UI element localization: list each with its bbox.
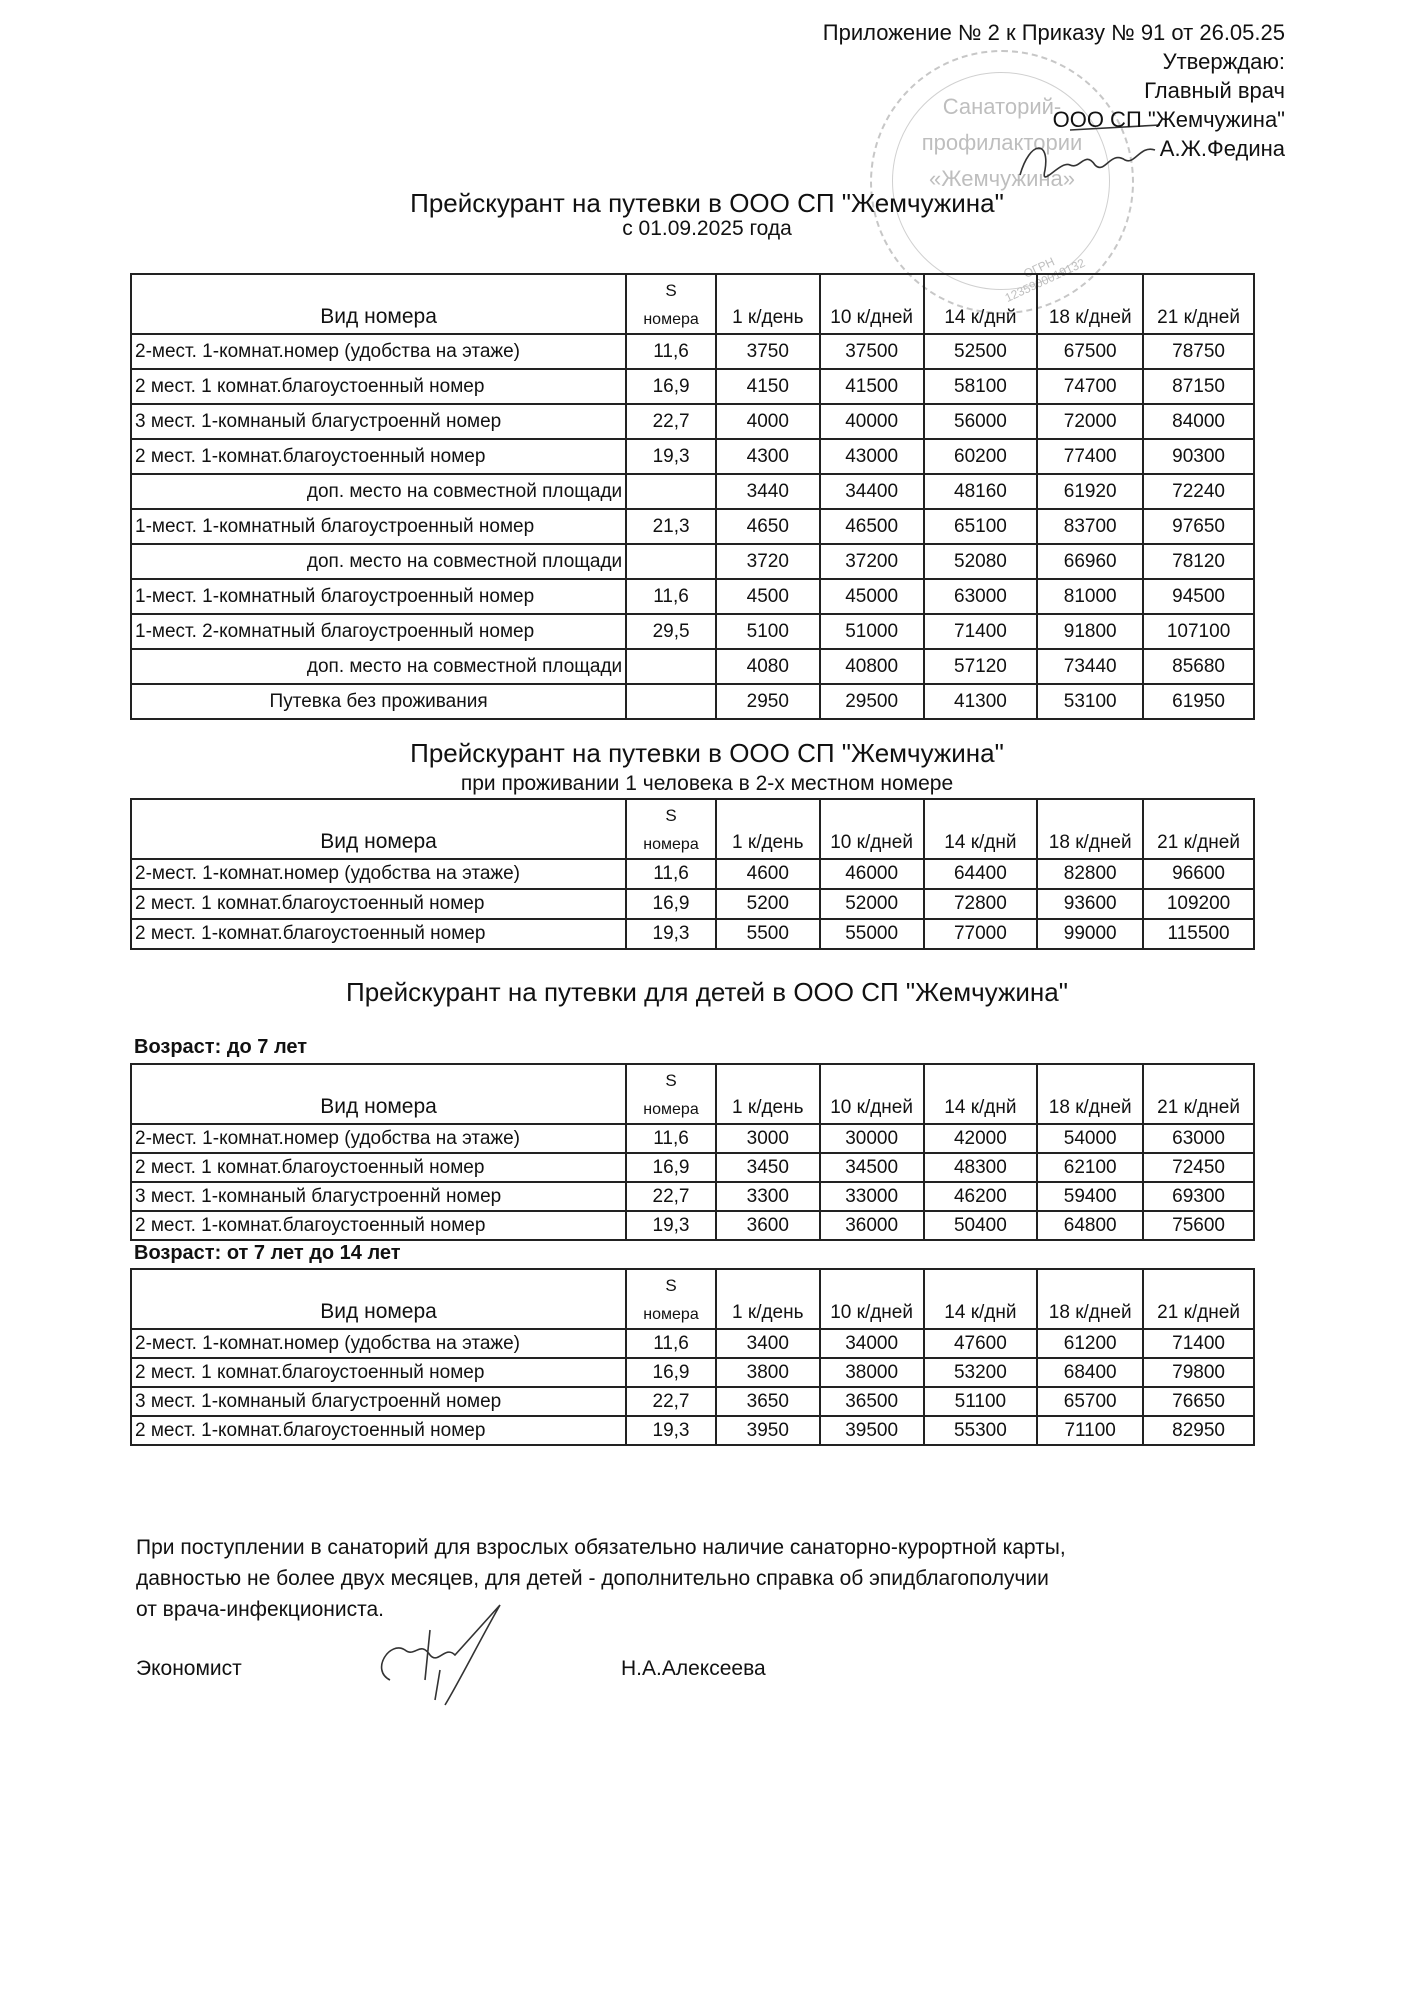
price-cell-d14: 46200: [924, 1182, 1038, 1211]
price-cell-d1: 2950: [716, 684, 820, 719]
price-cell-d21: 76650: [1143, 1387, 1254, 1416]
room-type-cell: 1-мест. 2-комнатный благоустроенный номер: [131, 614, 626, 649]
col-header-d18: 18 к/дней: [1037, 799, 1143, 859]
stamp-line: Санаторий-: [942, 94, 1062, 119]
price-cell-d21: 63000: [1143, 1124, 1254, 1153]
price-cell-d1: 4500: [716, 579, 820, 614]
price-cell-d1: 3600: [716, 1211, 820, 1240]
col-header-d10: 10 к/дней: [820, 799, 924, 859]
price-cell-d10: 38000: [820, 1358, 924, 1387]
price-cell-d18: 65700: [1037, 1387, 1143, 1416]
price-table-children-under-7: [130, 1063, 1255, 1241]
price-cell-d21: 96600: [1143, 859, 1254, 889]
price-cell-d10: 39500: [820, 1416, 924, 1445]
price-cell-d18: 54000: [1037, 1124, 1143, 1153]
price-cell-d10: 52000: [820, 889, 924, 919]
room-type-cell: доп. место на совместной площади: [131, 474, 626, 509]
section2-subtitle: при проживании 1 человека в 2-х местном номере: [460, 772, 954, 795]
area-cell: [626, 544, 716, 579]
header-row: [131, 799, 1254, 859]
price-cell-d21: 71400: [1143, 1329, 1254, 1358]
col-header-d21: 21 к/дней: [1143, 799, 1254, 859]
price-cell-d18: 68400: [1037, 1358, 1143, 1387]
price-cell-d21: 107100: [1143, 614, 1254, 649]
table-row: [131, 439, 1254, 474]
note-line: от врача-инфекциониста.: [136, 1598, 384, 1621]
price-cell-d14: 57120: [924, 649, 1038, 684]
price-cell-d21: 72450: [1143, 1153, 1254, 1182]
price-cell-d14: 41300: [924, 684, 1038, 719]
table-row: [131, 369, 1254, 404]
price-cell-d21: 78750: [1143, 334, 1254, 369]
price-table-single-occupancy: [130, 798, 1255, 950]
room-type-cell: 2-мест. 1-комнат.номер (удобства на этаже): [131, 334, 626, 369]
price-cell-d14: 60200: [924, 439, 1038, 474]
price-cell-d10: 46500: [820, 509, 924, 544]
area-cell: 22,7: [626, 1182, 716, 1211]
area-cell: 16,9: [626, 1358, 716, 1387]
col-header-area-symbol: S: [665, 1276, 677, 1295]
table-row: [131, 1153, 1254, 1182]
col-header-d14: 14 к/днй: [924, 1269, 1038, 1329]
table-row: [131, 1329, 1254, 1358]
price-cell-d18: 62100: [1037, 1153, 1143, 1182]
price-cell-d10: 37200: [820, 544, 924, 579]
room-type-cell: 2 мест. 1-комнат.благоустоенный номер: [131, 439, 626, 474]
price-cell-d14: 50400: [924, 1211, 1038, 1240]
room-type-cell: 1-мест. 1-комнатный благоустроенный номер: [131, 579, 626, 614]
price-cell-d18: 61200: [1037, 1329, 1143, 1358]
col-header-d10: 10 к/дней: [820, 1064, 924, 1124]
approver-name: А.Ж.Федина: [1159, 136, 1285, 161]
age-group-label: Возраст: до 7 лет: [134, 1036, 308, 1058]
room-type-cell: 3 мест. 1-комнаный благустроеннй номер: [131, 404, 626, 439]
admission-note: [136, 1532, 1286, 1625]
price-cell-d21: 84000: [1143, 404, 1254, 439]
table-row: [131, 544, 1254, 579]
room-type-cell: 2 мест. 1-комнат.благоустоенный номер: [131, 1211, 626, 1240]
price-cell-d14: 51100: [924, 1387, 1038, 1416]
price-cell-d10: 29500: [820, 684, 924, 719]
col-header-d18: 18 к/дней: [1037, 1064, 1143, 1124]
approval-block: [823, 18, 1285, 163]
price-cell-d18: 93600: [1037, 889, 1143, 919]
price-cell-d1: 3650: [716, 1387, 820, 1416]
room-type-cell: 3 мест. 1-комнаный благустроеннй номер: [131, 1182, 626, 1211]
price-cell-d1: 4150: [716, 369, 820, 404]
price-cell-d1: 5100: [716, 614, 820, 649]
area-cell: 11,6: [626, 579, 716, 614]
price-cell-d14: 63000: [924, 579, 1038, 614]
price-cell-d14: 72800: [924, 889, 1038, 919]
area-cell: 11,6: [626, 1329, 716, 1358]
price-cell-d21: 90300: [1143, 439, 1254, 474]
col-header-area: [626, 1269, 716, 1329]
price-cell-d21: 85680: [1143, 649, 1254, 684]
price-cell-d10: 36500: [820, 1387, 924, 1416]
room-type-cell: 2-мест. 1-комнат.номер (удобства на этаже): [131, 1329, 626, 1358]
table-row: [131, 404, 1254, 439]
price-cell-d1: 3440: [716, 474, 820, 509]
col-header-d14: 14 к/днй: [924, 1064, 1038, 1124]
col-header-area: [626, 274, 716, 334]
section1-subtitle: с 01.09.2025 года: [622, 217, 792, 240]
area-cell: 19,3: [626, 919, 716, 949]
room-type-cell: 3 мест. 1-комнаный благустроеннй номер: [131, 1387, 626, 1416]
price-cell-d1: 3750: [716, 334, 820, 369]
area-cell: 22,7: [626, 1387, 716, 1416]
price-cell-d18: 99000: [1037, 919, 1143, 949]
price-cell-d18: 66960: [1037, 544, 1143, 579]
col-header-d21: 21 к/дней: [1143, 1269, 1254, 1329]
room-type-cell: 2 мест. 1 комнат.благоустоенный номер: [131, 1358, 626, 1387]
economist-signature: [360, 1600, 530, 1710]
stamp-line: профилактории: [921, 130, 1083, 155]
price-cell-d21: 87150: [1143, 369, 1254, 404]
table-row: [131, 1124, 1254, 1153]
table-row: [131, 474, 1254, 509]
price-cell-d10: 34000: [820, 1329, 924, 1358]
price-cell-d1: 3720: [716, 544, 820, 579]
price-cell-d14: 77000: [924, 919, 1038, 949]
area-cell: 11,6: [626, 859, 716, 889]
room-type-cell: 2 мест. 1 комнат.благоустоенный номер: [131, 369, 626, 404]
col-header-area-label: номера: [643, 836, 699, 853]
economist-role: Экономист: [136, 1657, 242, 1680]
price-cell-d10: 34500: [820, 1153, 924, 1182]
price-cell-d14: 55300: [924, 1416, 1038, 1445]
col-header-d14: 14 к/днй: [924, 274, 1038, 334]
price-cell-d1: 5200: [716, 889, 820, 919]
price-cell-d1: 4650: [716, 509, 820, 544]
price-cell-d18: 91800: [1037, 614, 1143, 649]
section1-title: Прейскурант на путевки в ООО СП "Жемчужина": [410, 188, 1004, 218]
section3-title: Прейскурант на путевки для детей в ООО СП "Жемчужина": [346, 977, 1068, 1007]
area-cell: [626, 474, 716, 509]
price-cell-d21: 97650: [1143, 509, 1254, 544]
area-cell: 11,6: [626, 1124, 716, 1153]
price-cell-d1: 4080: [716, 649, 820, 684]
price-cell-d18: 72000: [1037, 404, 1143, 439]
price-cell-d18: 83700: [1037, 509, 1143, 544]
note-line: При поступлении в санаторий для взрослых обязательно наличие санаторно-курортной карты,: [136, 1536, 1066, 1559]
price-cell-d18: 82800: [1037, 859, 1143, 889]
price-cell-d14: 48160: [924, 474, 1038, 509]
price-cell-d10: 33000: [820, 1182, 924, 1211]
stamp-ring-text: ОГРН 1235900019132: [1002, 254, 1088, 306]
economist-name: Н.А.Алексеева: [621, 1657, 766, 1680]
section2-title: Прейскурант на путевки в ООО СП "Жемчужина": [410, 738, 1004, 768]
approver-position: Главный врач: [1144, 78, 1285, 103]
price-cell-d1: 4000: [716, 404, 820, 439]
col-header-name: Вид номера: [131, 799, 626, 859]
price-cell-d10: 43000: [820, 439, 924, 474]
table-row: [131, 889, 1254, 919]
table-row: [131, 1358, 1254, 1387]
price-cell-d18: 67500: [1037, 334, 1143, 369]
price-cell-d1: 3400: [716, 1329, 820, 1358]
price-cell-d21: 75600: [1143, 1211, 1254, 1240]
table-row: [131, 1387, 1254, 1416]
price-cell-d21: 109200: [1143, 889, 1254, 919]
area-cell: 21,3: [626, 509, 716, 544]
col-header-area: [626, 799, 716, 859]
price-cell-d10: 51000: [820, 614, 924, 649]
col-header-area-label: номера: [643, 1101, 699, 1118]
table-row: [131, 614, 1254, 649]
col-header-d14: 14 к/днй: [924, 799, 1038, 859]
room-type-cell: 2 мест. 1 комнат.благоустоенный номер: [131, 1153, 626, 1182]
price-cell-d1: 4300: [716, 439, 820, 474]
room-type-cell: 2-мест. 1-комнат.номер (удобства на этаже): [131, 859, 626, 889]
price-cell-d1: 5500: [716, 919, 820, 949]
price-cell-d14: 52500: [924, 334, 1038, 369]
table-row: [131, 579, 1254, 614]
price-cell-d10: 45000: [820, 579, 924, 614]
table-row: [131, 919, 1254, 949]
table-row: [131, 684, 1254, 719]
col-header-area-label: номера: [643, 311, 699, 328]
col-header-d21: 21 к/дней: [1143, 274, 1254, 334]
col-header-area-symbol: S: [665, 806, 677, 825]
price-cell-d14: 52080: [924, 544, 1038, 579]
price-cell-d14: 71400: [924, 614, 1038, 649]
header-row: [131, 274, 1254, 334]
area-cell: 16,9: [626, 369, 716, 404]
col-header-area-symbol: S: [665, 281, 677, 300]
price-cell-d21: 82950: [1143, 1416, 1254, 1445]
room-type-cell: 2-мест. 1-комнат.номер (удобства на этаже): [131, 1124, 626, 1153]
col-header-d1: 1 к/день: [716, 1269, 820, 1329]
price-cell-d18: 71100: [1037, 1416, 1143, 1445]
approval-label: Утверждаю:: [1162, 49, 1285, 74]
stamp-line: «Жемчужина»: [929, 166, 1075, 191]
price-cell-d1: 3450: [716, 1153, 820, 1182]
table-row: [131, 1211, 1254, 1240]
price-cell-d14: 48300: [924, 1153, 1038, 1182]
price-cell-d10: 36000: [820, 1211, 924, 1240]
area-cell: [626, 684, 716, 719]
price-cell-d18: 74700: [1037, 369, 1143, 404]
note-line: давностью не более двух месяцев, для детей - дополнительно справка об эпидблагополучии: [136, 1567, 1049, 1590]
price-cell-d14: 64400: [924, 859, 1038, 889]
order-reference: Приложение № 2 к Приказу № 91 от 26.05.25: [822, 20, 1285, 45]
age-group-label: Возраст: от 7 лет до 14 лет: [134, 1242, 401, 1264]
col-header-area-symbol: S: [665, 1071, 677, 1090]
area-cell: 16,9: [626, 889, 716, 919]
price-table-children-7-14: [130, 1268, 1255, 1446]
table-row: [131, 334, 1254, 369]
price-cell-d14: 53200: [924, 1358, 1038, 1387]
col-header-name: Вид номера: [131, 1064, 626, 1124]
price-table-main: [130, 273, 1255, 720]
room-type-cell: доп. место на совместной площади: [131, 544, 626, 579]
price-cell-d1: 4600: [716, 859, 820, 889]
price-cell-d18: 64800: [1037, 1211, 1143, 1240]
price-cell-d21: 69300: [1143, 1182, 1254, 1211]
price-cell-d21: 78120: [1143, 544, 1254, 579]
price-cell-d14: 58100: [924, 369, 1038, 404]
room-type-cell: 2 мест. 1-комнат.благоустоенный номер: [131, 919, 626, 949]
area-cell: 11,6: [626, 334, 716, 369]
col-header-area-label: номера: [643, 1306, 699, 1323]
area-cell: 22,7: [626, 404, 716, 439]
approver-company: ООО СП "Жемчужина": [1052, 107, 1285, 132]
price-cell-d18: 61920: [1037, 474, 1143, 509]
price-cell-d18: 73440: [1037, 649, 1143, 684]
price-cell-d14: 56000: [924, 404, 1038, 439]
table-row: [131, 1416, 1254, 1445]
price-cell-d18: 81000: [1037, 579, 1143, 614]
col-header-d10: 10 к/дней: [820, 1269, 924, 1329]
price-cell-d10: 55000: [820, 919, 924, 949]
price-cell-d10: 37500: [820, 334, 924, 369]
area-cell: 19,3: [626, 1416, 716, 1445]
area-cell: 29,5: [626, 614, 716, 649]
header-row: [131, 1269, 1254, 1329]
price-cell-d21: 61950: [1143, 684, 1254, 719]
room-type-cell: 2 мест. 1 комнат.благоустоенный номер: [131, 889, 626, 919]
area-cell: 19,3: [626, 439, 716, 474]
room-type-cell: Путевка без проживания: [131, 684, 626, 719]
col-header-d1: 1 к/день: [716, 274, 820, 334]
price-cell-d1: 3800: [716, 1358, 820, 1387]
col-header-name: Вид номера: [131, 274, 626, 334]
table-row: [131, 649, 1254, 684]
price-cell-d1: 3300: [716, 1182, 820, 1211]
price-cell-d21: 94500: [1143, 579, 1254, 614]
col-header-area: [626, 1064, 716, 1124]
price-cell-d14: 65100: [924, 509, 1038, 544]
price-cell-d14: 47600: [924, 1329, 1038, 1358]
table-row: [131, 1182, 1254, 1211]
area-cell: [626, 649, 716, 684]
room-type-cell: 1-мест. 1-комнатный благоустроенный номер: [131, 509, 626, 544]
col-header-d21: 21 к/дней: [1143, 1064, 1254, 1124]
room-type-cell: доп. место на совместной площади: [131, 649, 626, 684]
room-type-cell: 2 мест. 1-комнат.благоустоенный номер: [131, 1416, 626, 1445]
col-header-d1: 1 к/день: [716, 799, 820, 859]
price-cell-d21: 79800: [1143, 1358, 1254, 1387]
header-row: [131, 1064, 1254, 1124]
col-header-d10: 10 к/дней: [820, 274, 924, 334]
col-header-d18: 18 к/дней: [1037, 1269, 1143, 1329]
col-header-d1: 1 к/день: [716, 1064, 820, 1124]
area-cell: 16,9: [626, 1153, 716, 1182]
price-cell-d18: 77400: [1037, 439, 1143, 474]
price-cell-d18: 53100: [1037, 684, 1143, 719]
price-cell-d10: 34400: [820, 474, 924, 509]
price-cell-d10: 30000: [820, 1124, 924, 1153]
col-header-name: Вид номера: [131, 1269, 626, 1329]
price-cell-d10: 46000: [820, 859, 924, 889]
price-cell-d1: 3950: [716, 1416, 820, 1445]
price-cell-d10: 40000: [820, 404, 924, 439]
table-row: [131, 509, 1254, 544]
price-cell-d21: 115500: [1143, 919, 1254, 949]
price-cell-d14: 42000: [924, 1124, 1038, 1153]
table-row: [131, 859, 1254, 889]
price-cell-d1: 3000: [716, 1124, 820, 1153]
price-cell-d10: 40800: [820, 649, 924, 684]
price-cell-d18: 59400: [1037, 1182, 1143, 1211]
col-header-d18: 18 к/дней: [1037, 274, 1143, 334]
area-cell: 19,3: [626, 1211, 716, 1240]
price-cell-d21: 72240: [1143, 474, 1254, 509]
price-cell-d10: 41500: [820, 369, 924, 404]
